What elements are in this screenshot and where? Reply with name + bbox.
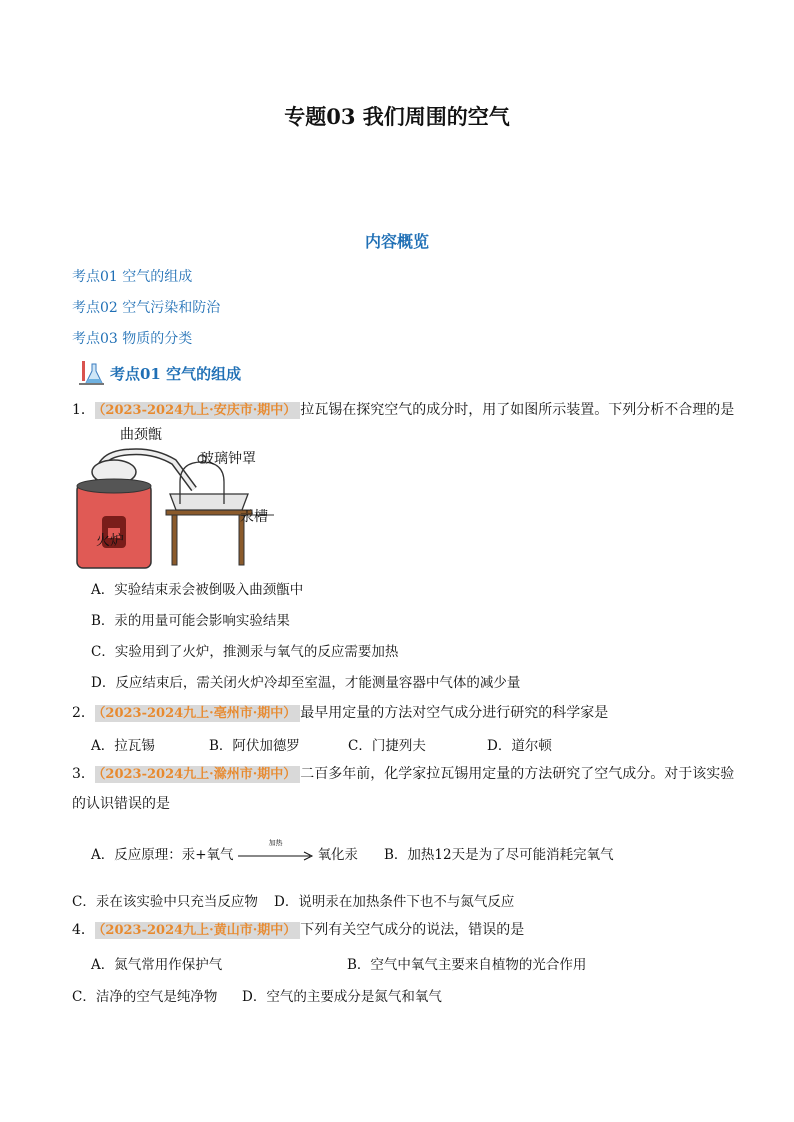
q1-option-c[interactable]: C．实验用到了火炉，推测汞与氧气的反应需要加热 — [91, 644, 399, 660]
question-number: 4． — [72, 922, 95, 938]
question-3 — [72, 764, 734, 785]
q4-option-b[interactable]: B．空气中氧气主要来自植物的光合作用 — [347, 957, 587, 973]
toc-item-2[interactable]: 考点02 空气污染和防治 — [72, 300, 221, 316]
q2-option-d[interactable]: D．道尔顿 — [487, 738, 552, 754]
label-mercury-trough: 汞槽 — [240, 509, 268, 525]
reaction-condition: 加热 — [268, 838, 283, 847]
flask-icon — [76, 358, 106, 388]
question-3-line-2: 的认识错误的是 — [72, 796, 170, 812]
q2-option-a[interactable]: A．拉瓦锡 — [91, 738, 155, 754]
question-text-line-1: 二百多年前，化学家拉瓦锡用定量的方法研究了空气成分。对于该实验 — [300, 766, 735, 782]
question-4 — [72, 920, 524, 941]
label-retort: 曲颈甑 — [120, 427, 162, 443]
question-text: 下列有关空气成分的说法，错误的是 — [300, 922, 525, 938]
section-heading — [76, 357, 241, 389]
question-source-badge: （2023-2024九上·滁州市·期中） — [95, 766, 300, 783]
question-source-badge: （2023-2024九上·亳州市·期中） — [95, 705, 300, 722]
q1-option-a[interactable]: A．实验结束汞会被倒吸入曲颈甑中 — [91, 582, 304, 598]
q3-option-a-right: 氧化汞 — [317, 847, 359, 863]
page-title: 专题03 我们周围的空气 — [284, 104, 510, 129]
q1-option-d[interactable]: D．反应结束后，需关闭火炉冷却至室温，才能测量容器中气体的减少量 — [91, 675, 521, 691]
reaction-arrow — [238, 838, 314, 864]
section-title: 考点01 空气的组成 — [110, 364, 242, 383]
q4-option-c[interactable]: C．洁净的空气是纯净物 — [72, 989, 218, 1005]
question-1 — [72, 400, 734, 421]
label-furnace: 火炉 — [96, 533, 124, 549]
q2-option-c[interactable]: C．门捷列夫 — [348, 738, 426, 754]
q4-option-d[interactable]: D．空气的主要成分是氮气和氧气 — [242, 989, 442, 1005]
toc-item-3[interactable]: 考点03 物质的分类 — [72, 331, 193, 347]
lavoisier-apparatus-figure — [74, 424, 294, 572]
label-bell-jar: 玻璃钟罩 — [200, 451, 256, 467]
toc-item-1[interactable]: 考点01 空气的组成 — [72, 269, 193, 285]
question-text: 拉瓦锡在探究空气的成分时，用了如图所示装置。下列分析不合理的是 — [300, 402, 735, 418]
q1-option-b[interactable]: B．汞的用量可能会影响实验结果 — [91, 613, 290, 629]
question-number: 1． — [72, 402, 95, 418]
question-source-badge: （2023-2024九上·黄山市·期中） — [95, 922, 300, 939]
question-source-badge: （2023-2024九上·安庆市·期中） — [95, 402, 300, 419]
q3-option-d[interactable]: D．说明汞在加热条件下也不与氮气反应 — [274, 894, 515, 910]
overview-heading: 内容概览 — [364, 232, 429, 251]
question-number: 3． — [72, 766, 95, 782]
question-2 — [72, 703, 608, 724]
question-number: 2． — [72, 705, 95, 721]
q3-option-a-left: A．反应原理：汞+氧气 — [91, 847, 234, 863]
q2-option-b[interactable]: B．阿伏加德罗 — [209, 738, 300, 754]
q3-option-c[interactable]: C．汞在该实验中只充当反应物 — [72, 894, 258, 910]
q3-option-b[interactable]: B．加热12天是为了尽可能消耗完氧气 — [384, 847, 614, 863]
q4-option-a[interactable]: A．氮气常用作保护气 — [91, 957, 223, 973]
q3-option-a[interactable] — [91, 838, 359, 864]
question-text: 最早用定量的方法对空气成分进行研究的科学家是 — [300, 705, 609, 721]
